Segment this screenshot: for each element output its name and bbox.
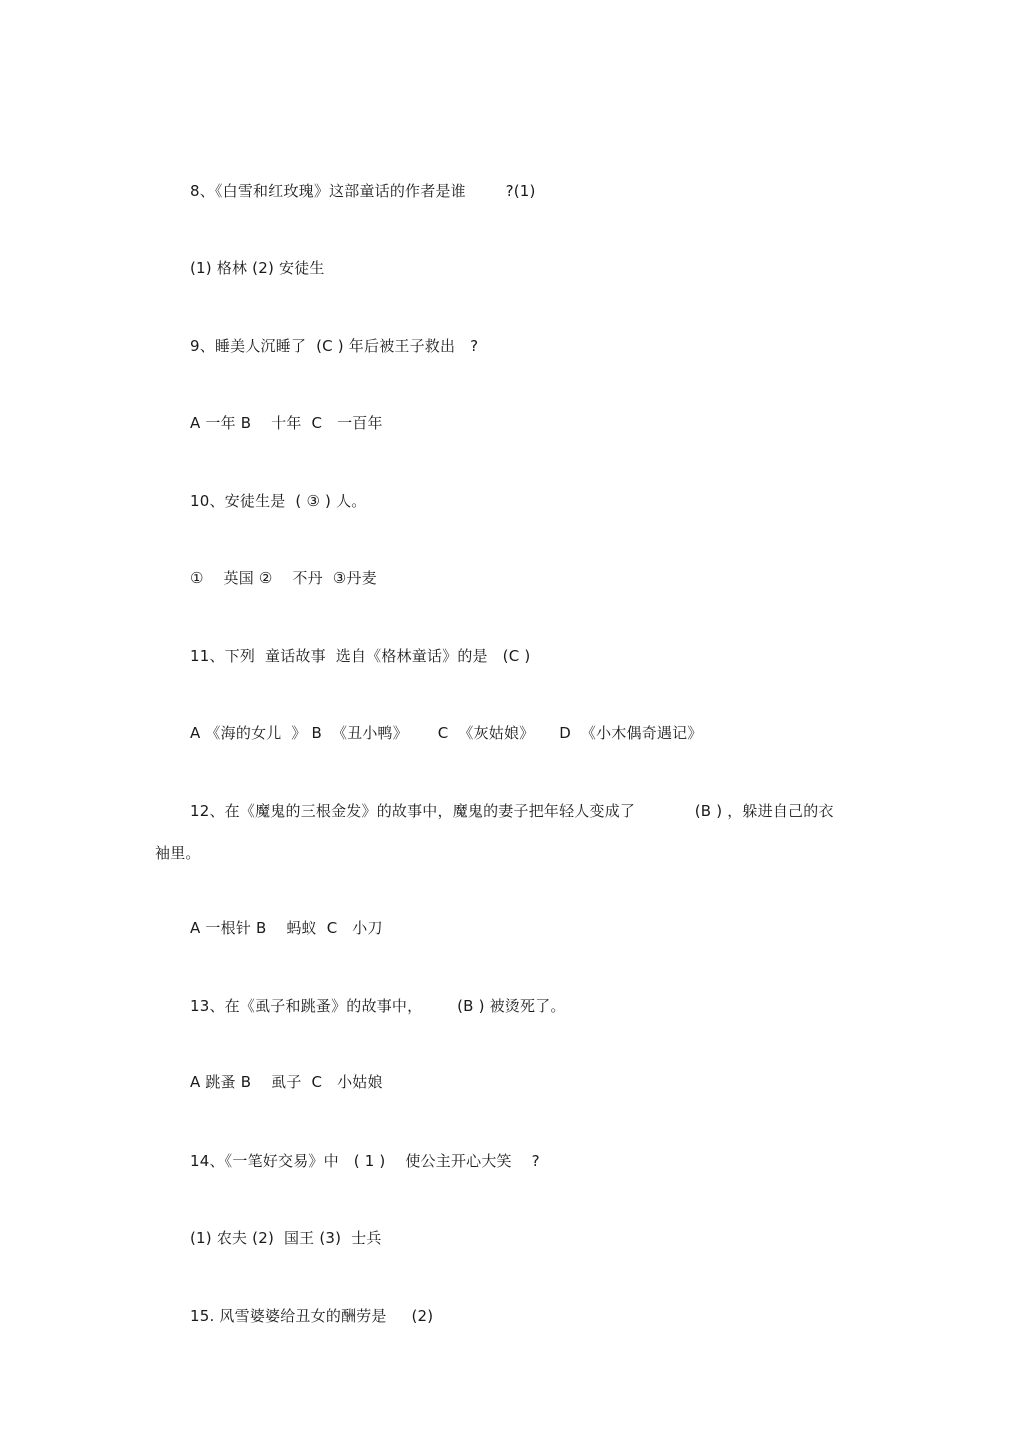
question-11-options: A 《海的女儿 》 B 《丑小鸭》 C 《灰姑娘》 D 《小木偶奇遇记》 [190,724,703,742]
question-14: 14、《一笔好交易》中 ( 1 ) 使公主开心大笑 ? [190,1152,540,1170]
question-13-options: A 跳蚤 B 虱子 C 小姑娘 [190,1073,383,1091]
question-12-options: A 一根针 B 蚂蚁 C 小刀 [190,919,383,937]
question-14-options: (1) 农夫 (2) 国王 (3) 士兵 [190,1229,382,1247]
question-10: 10、安徒生是 ( ③ ) 人。 [190,492,367,510]
question-9: 9、睡美人沉睡了 (C ) 年后被王子救出 ? [190,337,479,355]
question-12-continuation: 袖里。 [155,844,201,862]
question-10-options: ① 英国 ② 不丹 ③丹麦 [190,569,377,587]
question-9-options: A 一年 B 十年 C 一百年 [190,414,383,432]
question-11: 11、下列 童话故事 选自《格林童话》的是 (C ) [190,647,531,665]
question-13: 13、在《虱子和跳蚤》的故事中， (B ) 被烫死了。 [190,997,566,1015]
question-8-options: (1) 格林 (2) 安徒生 [190,259,325,277]
question-15: 15. 风雪婆婆给丑女的酬劳是 (2) [190,1307,434,1325]
question-8: 8、《白雪和红玫瑰》这部童话的作者是谁 ?(1) [190,182,536,200]
question-12: 12、在《魔鬼的三根金发》的故事中，魔鬼的妻子把年轻人变成了 (B ) ，躲进自己的衣 [190,802,834,820]
